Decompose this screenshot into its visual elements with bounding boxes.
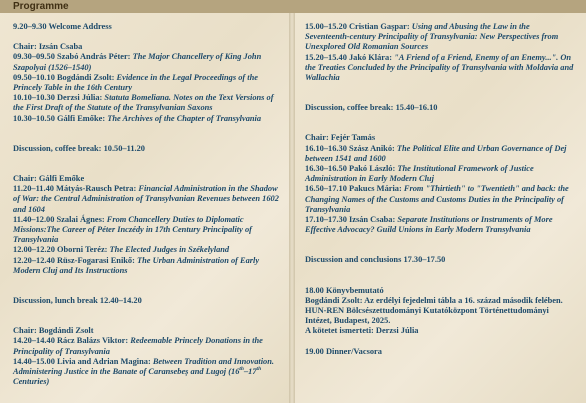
- programme-title: Programme: [13, 1, 69, 12]
- book-presentation-line3: A kötetet ismerteti: Derzsi Júlia: [305, 326, 419, 336]
- discussion-conclusions: Discussion and conclusions 17.30–17.50: [305, 255, 446, 265]
- session1-talk3: 10.10–10.30 Derzsi Júlia: Statuta Bomeliana. Notes on the Text Versions of the First Draft of the Statute of the Transylvanian Saxons: [13, 93, 274, 113]
- session1-talk4: 10.30–10.50 Gálfi Emőke: The Archives of the Chapter of Transylvania: [13, 113, 262, 123]
- session4-talk1: 16.10–16.30 Szász Anikó: The Political Elite and Urban Governance of Dej between 1541 and 1600: [305, 143, 567, 163]
- session1-talk2: 09.50–10.10 Bogdándi Zsolt: Evidence in the Legal Proceedings of the Princely Table in the 16th Century: [13, 72, 258, 93]
- right-column: [305, 22, 575, 357]
- lunch-break: Discussion, lunch break 12.40–14.20: [13, 296, 142, 306]
- coffee-break-2: Discussion, coffee break: 15.40–16.10: [305, 103, 438, 113]
- session4-talk3: 16.50–17.10 Pakucs Mária: From "Thirtieth" to "Twentieth" and back: the Changing Names of the Customs and Customs Duties in the Principality of Transylvania: [305, 184, 569, 214]
- coffee-break-1: Discussion, coffee break: 10.50–11.20: [13, 143, 145, 153]
- session2-talk2: 11.40–12.00 Szalai Ágnes: From Chancellery Duties to Diplomatic Missions:The Career of Péter Inczédy in 17th Century Principality of Transylvania: [13, 214, 252, 245]
- programme-header: [0, 0, 586, 13]
- book-presentation-time: 18.00 Könyvbemutató: [305, 285, 384, 295]
- session1-chair: Chair: Izsán Csaba: [13, 42, 83, 52]
- book-presentation-line1: Bogdándi Zsolt: Az erdélyi fejedelmi tábla a 16. század második felében.: [305, 295, 563, 305]
- welcome-address: 9.20–9.30 Welcome Address: [13, 22, 112, 31]
- session3-talk1: 14.20–14.40 Rácz Balázs Viktor: Redeemable Princely Donations in the Principality of Transylvania: [13, 336, 263, 356]
- session2-chair: Chair: Gálfi Emőke: [13, 174, 85, 184]
- session2-talk3: 12.00–12.20 Oborni Teréz: The Elected Judges in Székelyland: [13, 245, 230, 255]
- session3-chair: Chair: Bogdándi Zsolt: [13, 326, 94, 336]
- session3-talk3: 15.00–15.20 Cristian Gașpar: Using and Abusing the Law in the Seventeenth-century Principality of Transylvania: New Perspectives from Unexplored Old Romanian Sources: [305, 22, 559, 52]
- book-presentation-line2: HUN-REN Bölcsészettudományi Kutatóközpont Történettudományi Intézet, Budapest, 2025.: [305, 306, 549, 326]
- session2-talk4: 12.20–12.40 Rüsz-Fogarasi Enikő: The Urban Administration of Early Modern Cluj and Its Instructions: [13, 255, 260, 275]
- session3-talk4: 15.20–15.40 Jakó Klára: "A Friend of a Friend, Enemy of an Enemy...". On the Treaties Concluded by the Principality of Transylvania with Moldavia and Wallachia: [305, 52, 574, 83]
- dinner: 19.00 Dinner/Vacsora: [305, 346, 382, 356]
- session3-talk2: 14.40–15.00 Livia and Adrian Magina: Between Tradition and Innovation. Administering Justice in the Banate of Caransebeș and Lugoj (16th–17th Centuries): [13, 356, 274, 387]
- session4-talk4: 17.10–17.30 Izsán Csaba: Separate Institutions or Instruments of More Effective Advocacy? Guild Unions in Early Modern Transylvania: [305, 215, 553, 235]
- session4-talk2: 16.30–16.50 Pakó László: The Institutional Framework of Justice Administration in Early Modern Cluj: [305, 164, 534, 184]
- session4-chair: Chair: Fejér Tamás: [305, 133, 376, 143]
- session1-talk1: 09.30–09.50 Szabó András Péter: The Major Chancellery of King John Szapolyai (1526–1540): [13, 52, 262, 72]
- session2-talk1: 11.20–11.40 Mátyás-Rausch Petra: Financial Administration in the Shadow of War: the Central Administration of Transylvanian Revenues between 1602 and 1604: [13, 184, 279, 214]
- page-gutter: [289, 0, 295, 403]
- left-column: [13, 22, 283, 387]
